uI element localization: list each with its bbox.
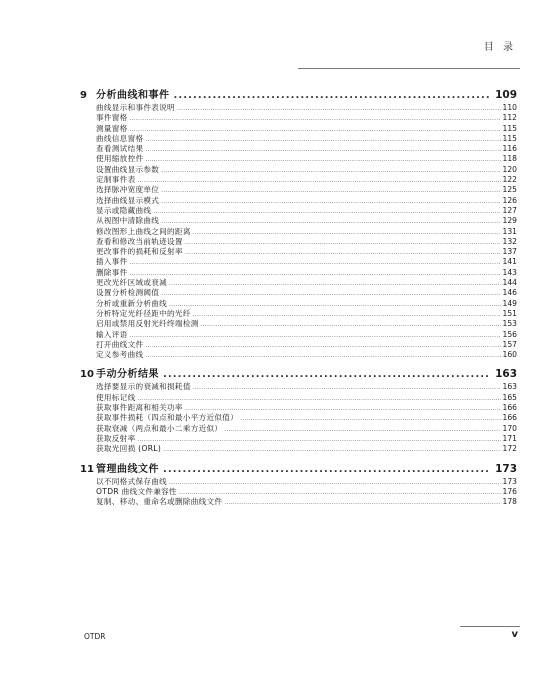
dot-leader <box>161 217 500 227</box>
dot-leader <box>179 488 501 498</box>
footer-product-name: OTDR <box>84 632 106 641</box>
section-title: 定义参考曲线 <box>96 350 144 360</box>
dot-leader <box>193 383 501 393</box>
section-title: 定制事件表 <box>96 175 136 185</box>
header-rule <box>298 68 520 69</box>
toc-section-entry[interactable] <box>80 278 517 288</box>
section-page-number: 122 <box>502 175 517 185</box>
section-page-number: 115 <box>502 133 517 143</box>
section-page-number: 143 <box>502 267 517 277</box>
section-title: 修改图形上曲线之间的距离 <box>96 226 191 236</box>
section-title: 事件窗格 <box>96 113 128 123</box>
section-title: OTDR 曲线文件兼容性 <box>96 486 177 496</box>
toc-section-entry[interactable] <box>80 393 517 403</box>
section-page-number: 127 <box>502 205 517 215</box>
section-page-number: 172 <box>502 444 517 454</box>
section-title: 使用缩放控件 <box>96 154 144 164</box>
toc-section-entry[interactable] <box>80 227 517 237</box>
section-title: 以不同格式保存曲线 <box>96 476 168 486</box>
section-title: 获取衰减（两点和最小二乘方近似） <box>96 423 223 433</box>
chapter-page-number: 109 <box>495 89 517 101</box>
dot-leader <box>224 425 500 435</box>
section-page-number: 178 <box>502 497 517 507</box>
section-page-number: 173 <box>502 476 517 486</box>
toc-section-entry[interactable] <box>80 403 517 413</box>
section-title: 查看和修改当前轨迹设置 <box>96 236 183 246</box>
chapter-number: 9 <box>80 90 87 101</box>
section-page-number: 112 <box>502 113 517 123</box>
dot-leader <box>130 114 501 124</box>
dot-leader <box>224 498 500 508</box>
dot-leader <box>240 414 500 424</box>
section-page-number: 166 <box>502 413 517 423</box>
section-page-number: 120 <box>502 164 517 174</box>
section-title: 启用或禁用反射光纤终端检测 <box>96 319 199 329</box>
dot-leader <box>130 269 501 279</box>
dot-leader <box>163 367 491 382</box>
section-page-number: 115 <box>502 123 517 133</box>
section-page-number: 129 <box>502 216 517 226</box>
section-page-number: 176 <box>502 486 517 496</box>
footer-rule <box>460 626 520 627</box>
toc-section-entry[interactable] <box>80 206 517 216</box>
toc-section-entry[interactable] <box>80 299 517 309</box>
section-title: 设置分析检测阈值 <box>96 288 160 298</box>
section-page-number: 131 <box>502 226 517 236</box>
toc-chapter <box>80 88 517 360</box>
section-page-number: 126 <box>502 195 517 205</box>
toc-section-entry[interactable] <box>80 103 517 113</box>
section-page-number: 132 <box>502 236 517 246</box>
dot-leader <box>145 351 500 361</box>
toc-section-entry[interactable] <box>80 413 517 423</box>
dot-leader <box>163 445 500 455</box>
section-page-number: 137 <box>502 247 517 257</box>
section-title: 选择脉冲宽度单位 <box>96 185 160 195</box>
section-page-number: 125 <box>502 185 517 195</box>
section-title: 曲线显示和事件表说明 <box>96 103 175 112</box>
toc-chapter-entry[interactable] <box>80 88 517 103</box>
toc-section-entry[interactable] <box>80 424 517 434</box>
section-page-number: 157 <box>502 339 517 349</box>
dot-leader <box>169 279 500 289</box>
table-of-contents <box>80 88 517 514</box>
toc-section-entry[interactable] <box>80 434 517 444</box>
toc-section-entry[interactable] <box>80 340 517 350</box>
chapter-title: 管理曲线文件 <box>96 463 159 475</box>
toc-chapter <box>80 367 517 454</box>
toc-section-entry[interactable] <box>80 309 517 319</box>
toc-chapter-entry[interactable] <box>80 367 517 382</box>
section-title: 删除事件 <box>96 267 128 277</box>
toc-section-entry[interactable] <box>80 134 517 144</box>
toc-section-entry[interactable] <box>80 497 517 507</box>
toc-section-entry[interactable] <box>80 247 517 257</box>
page-header-title: 目 录 <box>483 42 516 53</box>
dot-leader <box>193 228 501 238</box>
section-title: 查看测试结果 <box>96 144 144 154</box>
dot-leader <box>145 145 500 155</box>
dot-leader <box>137 394 500 404</box>
section-title: 获取事件损耗（四点和最小平方近似值） <box>96 413 239 423</box>
section-page-number: 110 <box>502 103 517 112</box>
toc-section-entry[interactable] <box>80 350 517 360</box>
dot-leader <box>145 341 500 351</box>
section-page-number: 153 <box>502 319 517 329</box>
section-title: 分析或重新分析曲线 <box>96 298 168 308</box>
section-page-number: 116 <box>502 144 517 154</box>
toc-chapter-entry[interactable] <box>80 462 517 477</box>
dot-leader <box>161 166 500 176</box>
dot-leader <box>174 88 492 103</box>
toc-section-entry[interactable] <box>80 487 517 497</box>
toc-section-entry[interactable] <box>80 477 517 487</box>
section-title: 从视图中清除曲线 <box>96 216 160 226</box>
section-title: 复制、移动、重命名或删除曲线文件 <box>96 497 223 507</box>
dot-leader <box>185 238 501 248</box>
section-page-number: 171 <box>502 433 517 443</box>
toc-section-entry[interactable] <box>80 382 517 392</box>
toc-section-entry[interactable] <box>80 319 517 329</box>
section-page-number: 170 <box>502 423 517 433</box>
toc-section-entry[interactable] <box>80 288 517 298</box>
toc-section-entry[interactable] <box>80 216 517 226</box>
toc-section-entry[interactable] <box>80 257 517 267</box>
section-title: 插入事件 <box>96 257 128 267</box>
section-title: 输入评语 <box>96 329 128 339</box>
section-page-number: 156 <box>502 329 517 339</box>
toc-section-entry[interactable] <box>80 124 517 134</box>
chapter-number: 10 <box>80 369 94 381</box>
toc-section-entry[interactable] <box>80 196 517 206</box>
section-title: 选择要显示的衰减和损耗值 <box>96 382 191 392</box>
chapter-title: 手动分析结果 <box>96 369 159 381</box>
dot-leader <box>145 155 500 165</box>
section-page-number: 151 <box>502 308 517 318</box>
dot-leader <box>169 300 500 310</box>
chapter-page-number: 173 <box>495 462 517 475</box>
toc-section-entry[interactable] <box>80 113 517 123</box>
section-page-number: 118 <box>502 154 517 164</box>
dot-leader <box>130 331 501 341</box>
toc-section-entry[interactable] <box>80 268 517 278</box>
chapter-page-number: 163 <box>495 368 517 381</box>
section-page-number: 160 <box>502 350 517 360</box>
chapter-title: 分析曲线和事件 <box>96 90 170 101</box>
toc-chapter <box>80 462 517 508</box>
dot-leader <box>130 258 501 268</box>
section-page-number: 141 <box>502 257 517 267</box>
dot-leader <box>177 104 501 114</box>
dot-leader <box>163 462 491 477</box>
dot-leader <box>153 207 500 217</box>
toc-section-entry[interactable] <box>80 237 517 247</box>
toc-section-entry[interactable] <box>80 444 517 454</box>
section-title: 显示或隐藏曲线 <box>96 205 152 215</box>
section-page-number: 165 <box>502 392 517 402</box>
section-title: 打开曲线文件 <box>96 339 144 349</box>
dot-leader <box>185 248 501 258</box>
dot-leader <box>201 320 501 330</box>
section-title: 曲线信息窗格 <box>96 133 144 143</box>
section-page-number: 144 <box>502 278 517 288</box>
dot-leader <box>145 135 500 145</box>
dot-leader <box>137 176 500 186</box>
section-title: 更改光纤区域或衰减 <box>96 278 168 288</box>
toc-section-entry[interactable] <box>80 185 517 195</box>
section-title: 分析特定光纤径距中的光纤 <box>96 308 191 318</box>
dot-leader <box>137 435 500 445</box>
section-page-number: 166 <box>502 403 517 413</box>
toc-section-entry[interactable] <box>80 165 517 175</box>
dot-leader <box>161 197 500 207</box>
dot-leader <box>161 289 500 299</box>
section-title: 使用标记线 <box>96 392 136 402</box>
section-title: 测量窗格 <box>96 123 128 133</box>
toc-section-entry[interactable] <box>80 144 517 154</box>
section-page-number: 149 <box>502 298 517 308</box>
section-title: 获取事件距离和相关功率 <box>96 403 183 413</box>
section-page-number: 146 <box>502 288 517 298</box>
dot-leader <box>193 310 501 320</box>
section-title: 更改事件的损耗和反射率 <box>96 247 183 257</box>
section-title: 设置曲线显示参数 <box>96 164 160 174</box>
section-title: 获取反射率 <box>96 433 136 443</box>
toc-section-entry[interactable] <box>80 154 517 164</box>
chapter-number: 11 <box>80 463 94 475</box>
section-title: 获取光回损 (ORL) <box>96 444 162 454</box>
section-page-number: 163 <box>502 382 517 392</box>
toc-section-entry[interactable] <box>80 175 517 185</box>
footer-page-number: v <box>511 629 518 640</box>
dot-leader <box>161 186 500 196</box>
dot-leader <box>130 125 501 135</box>
toc-section-entry[interactable] <box>80 330 517 340</box>
dot-leader <box>169 478 500 488</box>
section-title: 选择曲线显示模式 <box>96 195 160 205</box>
